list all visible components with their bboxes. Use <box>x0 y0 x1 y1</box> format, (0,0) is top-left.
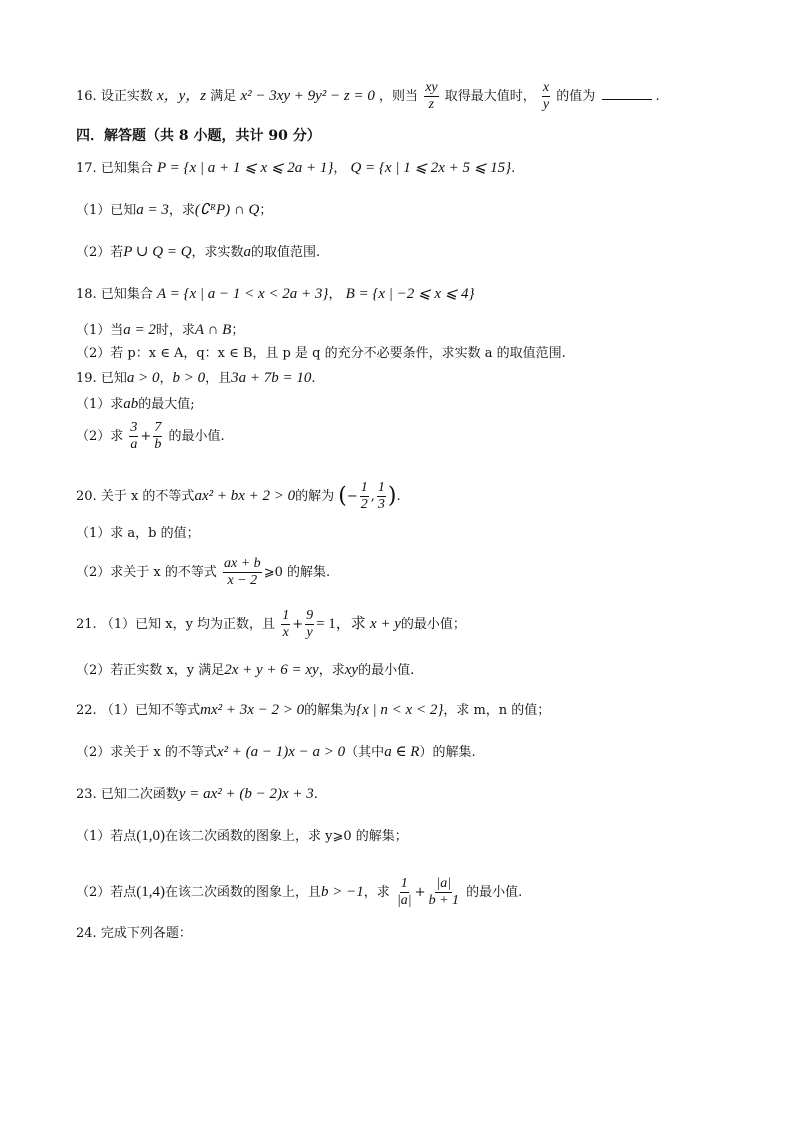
q17-part2: （2）若P ∪ Q = Q，求实数a的取值范围. <box>76 244 321 260</box>
q22-number: 22. <box>76 703 97 718</box>
q20-line: 20. 关于 x 的不等式ax² + bx + 2 > 0的解为 (− $\frac{1}{2}$ , $\frac{1}{3}$ ). <box>76 480 401 512</box>
q18-number: 18. <box>76 287 97 302</box>
q23-fraction-abs-a-b1: $\frac{|a|}{b + 1}$ <box>428 876 460 908</box>
q18-part2: （2）若 p：x ∈ A，q：x ∈ B，且 p 是 q 的充分不必要条件，求实数 a 的取值范围. <box>76 346 566 361</box>
q20-fraction-1-2: $\frac{1}{2}$ <box>360 480 368 512</box>
q19-part1: （1）求ab的最大值; <box>76 396 195 412</box>
q21-fraction-1-x: $\frac{1}{x}$ <box>282 608 290 640</box>
q16-fraction-x-y: $\frac{x}{y}$ <box>542 80 550 112</box>
q19-number: 19. <box>76 371 97 386</box>
q21-part2: （2）若正实数 x，y 满足2x + y + 6 = xy，求xy的最小值. <box>76 662 415 678</box>
q19-fraction-3-a: $\frac{3}{a}$ <box>130 420 138 452</box>
q16-equation: x² − 3xy + 9y² − z = 0 <box>240 88 375 104</box>
q23-part2: （2）若点(1,4)在该二次函数的图象上，且b > −1，求 $\frac{1}{|a|}$ + $\frac{|a|}{b + 1}$ 的最小值. <box>76 876 523 908</box>
answer-blank[interactable] <box>602 87 652 100</box>
q19-fraction-7-b: $\frac{7}{b}$ <box>154 420 162 452</box>
q17-number: 17. <box>76 161 97 176</box>
q23-line: 23. 已知二次函数y = ax² + (b − 2)x + 3. <box>76 786 318 802</box>
q19-part2: （2）求 $\frac{3}{a}$ + $\frac{7}{b}$ 的最小值. <box>76 420 225 452</box>
q21-number: 21. <box>76 617 97 632</box>
q17-line: 17. 已知集合 P = {x | a + 1 ⩽ x ⩽ 2a + 1}， Q = {x | 1 ⩽ 2x + 5 ⩽ 15}. <box>76 160 516 176</box>
q23-number: 23. <box>76 787 97 802</box>
q18-set-b: B = {x | −2 ⩽ x ⩽ 4} <box>345 286 475 302</box>
q23-fraction-1-abs-a: $\frac{1}{|a|}$ <box>396 876 412 908</box>
q16-number: 16. <box>76 89 97 104</box>
q16-fraction-xy-z: $\frac{xy}{z}$ <box>425 80 438 112</box>
q20-part1: （1）求 a，b 的值； <box>76 526 200 541</box>
q23-part1: （1）若点(1,0)在该二次函数的图象上，求 y⩾0 的解集； <box>76 828 408 844</box>
q17-set-p: P = {x | a + 1 ⩽ x ⩽ 2a + 1} <box>156 160 334 176</box>
q21-fraction-9-y: $\frac{9}{y}$ <box>306 608 314 640</box>
q18-set-a: A = {x | a − 1 < x < 2a + 3} <box>156 286 329 302</box>
q24-number: 24. <box>76 926 97 941</box>
q20-fraction-inequality: $\frac{ax + b}{x - 2}$ <box>224 556 261 588</box>
q17-part1: （1）已知a = 3，求(∁ᴿP) ∩ Q； <box>76 202 273 218</box>
q19-line: 19. 已知a > 0，b > 0，且3a + 7b = 10. <box>76 370 316 386</box>
q17-set-q: Q = {x | 1 ⩽ 2x + 5 ⩽ 15} <box>350 160 512 176</box>
q24-line: 24. 完成下列各题： <box>76 926 192 941</box>
q22-line: 22. （1）已知不等式mx² + 3x − 2 > 0的解集为{x | n < x < 2}，求 m，n 的值； <box>76 702 551 718</box>
q16-line: 16. 设正实数 x，y，z 满足 x² − 3xy + 9y² − z = 0 ，则当 $\frac{xy}{z}$ 取得最大值时， $\frac{x}{y}$ 的值为 . <box>76 80 660 112</box>
q20-number: 20. <box>76 489 97 504</box>
q18-line: 18. 已知集合 A = {x | a − 1 < x < 2a + 3}， B = {x | −2 ⩽ x ⩽ 4} <box>76 286 475 302</box>
section-heading: 四．解答题（共 8 小题，共计 90 分） <box>76 128 321 144</box>
q22-part2: （2）求关于 x 的不等式x² + (a − 1)x − a > 0（其中a ∈ R）的解集. <box>76 744 476 760</box>
q18-part1: （1）当a = 2时，求A ∩ B； <box>76 322 245 338</box>
q20-fraction-1-3: $\frac{1}{3}$ <box>377 480 385 512</box>
q20-part2: （2）求关于 x 的不等式 $\frac{ax + b}{x - 2}$ ⩾0 的解集. <box>76 556 331 588</box>
q21-line: 21. （1）已知 x，y 均为正数，且 $\frac{1}{x}$ + $\frac{9}{y}$ = 1，求 x + y的最小值； <box>76 608 466 640</box>
